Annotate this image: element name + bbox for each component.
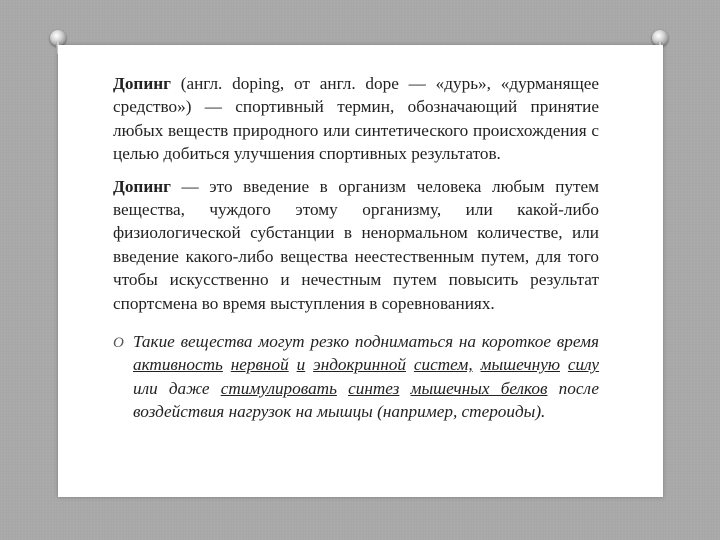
underlined-word: систем,: [413, 355, 473, 375]
definition-paragraph-2: [113, 175, 599, 315]
bullet-space: [289, 355, 297, 374]
bullet-segment: Такие вещества могут резко подниматься на короткое время: [133, 332, 599, 352]
definition-paragraph-1: [113, 72, 599, 166]
bullet-space: [399, 379, 410, 398]
slide-content: [113, 72, 599, 424]
term-doping: Допинг: [113, 74, 171, 93]
underlined-word: мышечную: [480, 355, 560, 375]
underlined-word: нервной: [230, 355, 289, 375]
term-doping: Допинг: [113, 176, 171, 196]
underlined-word: активность: [133, 355, 223, 375]
underlined-word: стимулировать: [220, 378, 337, 398]
bullet-item: [113, 330, 599, 424]
bullet-segment: или даже: [133, 378, 221, 398]
definition-text: — это введение в организм человека любым путем вещества, чуждого этому организму, или какой-либо физиологической субстанции в ненормальном количестве, или введение какого-либо вещества неестественным путем, для того чтобы искусственно и нечестным путем повысить результат спортсмена во время выступления в соревнованиях.: [113, 176, 599, 313]
underlined-word: мышечных белков: [410, 378, 548, 398]
bullet-space: [305, 355, 313, 374]
definition-text: (англ. doping, от англ. dope — «дурь», «дурманящее средство») — спортивный термин, обозначающий принятие любых веществ природного или синтетического происхождения с целью добиться улучшения спортивных результатов.: [113, 74, 599, 164]
underlined-word: эндокринной: [313, 355, 406, 375]
bullet-text: [133, 330, 599, 424]
bullet-space: [560, 355, 568, 374]
underlined-word: синтез: [348, 378, 400, 398]
bullet-space: [406, 355, 414, 374]
bullet-marker-icon: O: [113, 335, 124, 352]
underlined-word: и: [296, 355, 306, 375]
bullet-space: [337, 379, 348, 398]
underlined-word: силу: [567, 355, 600, 375]
bullet-space: [473, 355, 481, 374]
bullet-segment: после воздействия нагрузок на мышцы (например, стероиды).: [133, 378, 600, 422]
